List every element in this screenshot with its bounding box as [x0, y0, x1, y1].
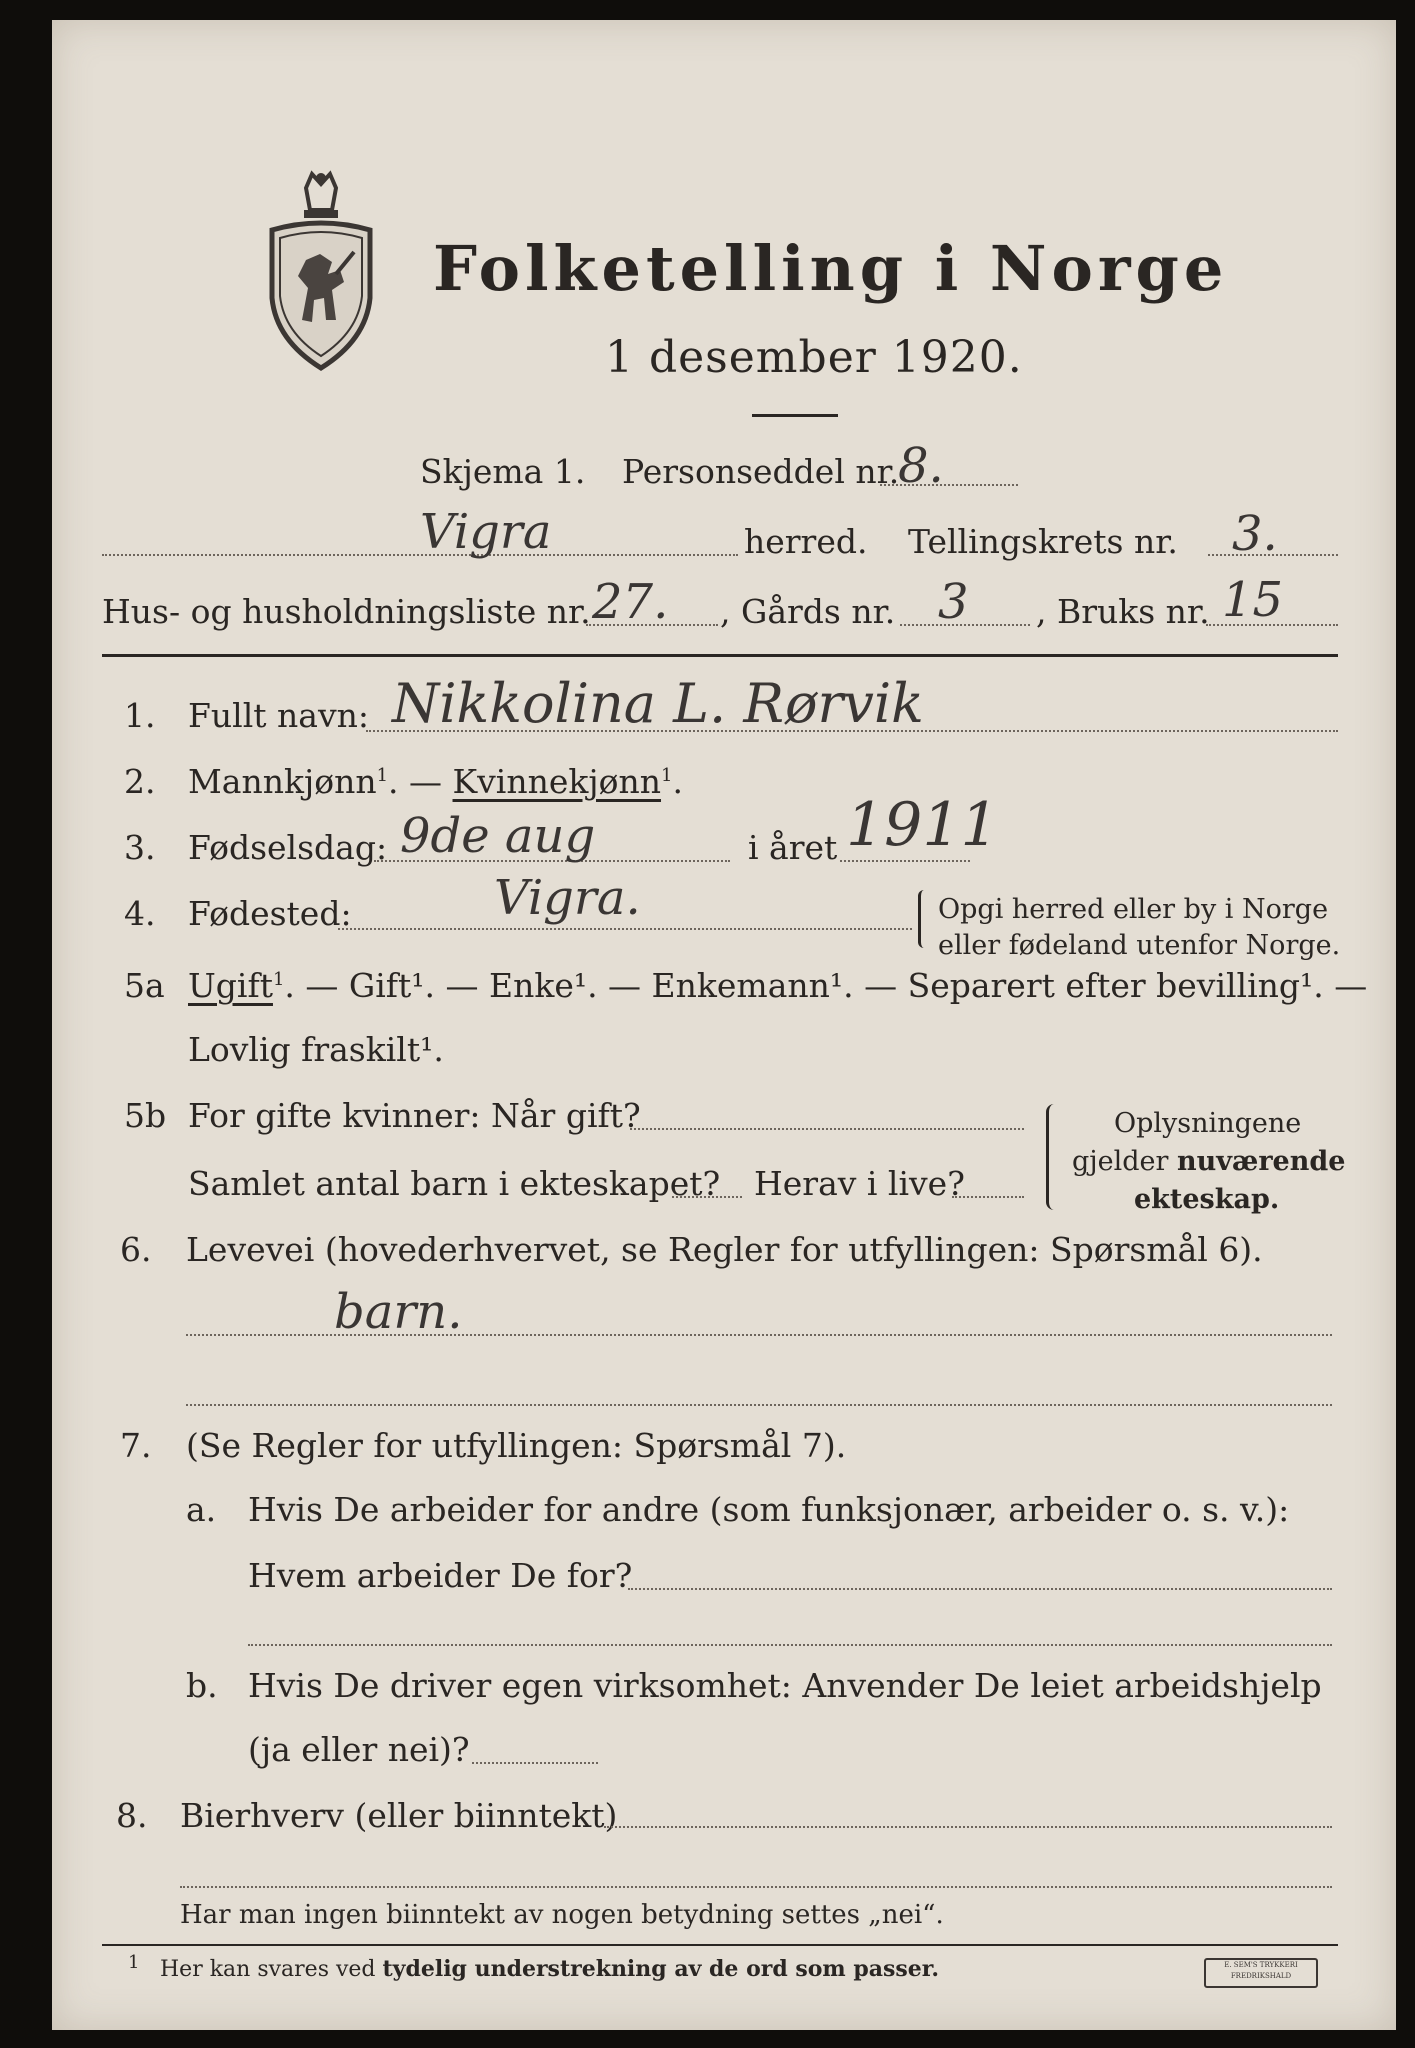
q4-note-line2: eller fødeland utenfor Norge. — [938, 930, 1341, 961]
q1-number: 1. — [124, 696, 156, 735]
q5b-barn-dots — [672, 1196, 742, 1198]
q4-note-brace — [918, 890, 927, 948]
printer-stamp: E. SEM'S TRYKKERI FREDRIKSHALD — [1204, 1958, 1318, 1988]
herred-value: Vigra — [420, 504, 552, 560]
skjema-label: Skjema 1. — [420, 452, 586, 491]
hus-label: Hus- og husholdningsliste nr. — [102, 592, 591, 631]
q7-label: (Se Regler for utfyllingen: Spørsmål 7). — [186, 1426, 847, 1465]
title-divider — [752, 414, 838, 417]
q8-line1 — [604, 1826, 1332, 1828]
q7a-line1 — [628, 1588, 1332, 1590]
q7a-text: Hvis De arbeider for andre (som funksjonær, arbeider o. s. v.): — [248, 1490, 1290, 1529]
option-kvinnekjonn-underlined: Kvinnekjønn — [452, 762, 662, 801]
q5a-marital-options: Ugift$^1$. — Gift¹. — Enke¹. — Enkemann¹. — Separert efter bevilling¹. — — [188, 966, 1368, 1005]
herred-label: herred. — [744, 522, 868, 561]
q3-year-line — [840, 860, 970, 862]
q4-label: Fødested: — [188, 894, 352, 933]
birth-year-value: 1911 — [846, 790, 999, 860]
birthday-value: 9de aug — [400, 808, 596, 864]
personseddel-value: 8. — [898, 438, 944, 494]
q8-line2 — [180, 1886, 1332, 1888]
q4-note-line1: Opgi herred eller by i Norge — [938, 894, 1329, 925]
birthplace-value: Vigra. — [494, 870, 641, 926]
tellingskrets-label: Tellingskrets nr. — [908, 522, 1178, 561]
q5b-line1: For gifte kvinner: Når gift? — [188, 1096, 641, 1135]
q5a-number: 5a — [124, 966, 165, 1005]
option-mannkjonn: Mannkjønn — [188, 762, 377, 801]
gards-label: , Gårds nr. — [720, 592, 896, 631]
gards-value: 3 — [938, 574, 969, 630]
q4-number: 4. — [124, 894, 156, 933]
census-date: 1 desember 1920. — [605, 332, 1023, 383]
header-divider — [102, 654, 1338, 657]
footnote-number: 1 — [128, 1952, 140, 1973]
q5b-note-line1: Oplysningene — [1114, 1108, 1302, 1139]
q5b-line2b: Herav i live? — [754, 1164, 965, 1203]
full-name-value: Nikkolina L. Rørvik — [392, 672, 924, 735]
q7b-text: Hvis De driver egen virksomhet: Anvender De leiet arbeidshjelp — [248, 1666, 1322, 1705]
footer-divider — [102, 1944, 1338, 1946]
coat-of-arms-icon — [262, 170, 380, 372]
form-title: Folketelling i Norge — [433, 232, 1229, 305]
tellingskrets-value: 3. — [1232, 506, 1278, 562]
q7a-letter: a. — [186, 1490, 217, 1529]
q6-number: 6. — [120, 1230, 152, 1269]
q5b-line1-dots — [630, 1128, 1024, 1130]
hus-value: 27. — [592, 574, 669, 630]
occupation-value: barn. — [334, 1284, 463, 1340]
q7b-line — [472, 1762, 598, 1764]
q3-number: 3. — [124, 828, 156, 867]
option-ugift-underlined: Ugift — [188, 966, 273, 1005]
q3-year-label: i året — [748, 828, 838, 867]
q6-line2 — [186, 1404, 1332, 1406]
q3-label: Fødselsdag: — [188, 828, 388, 867]
q7b-letter: b. — [186, 1666, 218, 1705]
q7a-line2 — [248, 1644, 1332, 1646]
q2-sex-options: Mannkjønn$^1$. — Kvinnekjønn$^1$. — [188, 762, 683, 801]
q5b-note-brace — [1046, 1104, 1057, 1210]
bruks-value: 15 — [1222, 572, 1284, 628]
q5b-note-line2: gjelder nuværende — [1072, 1146, 1346, 1177]
q5b-line2a: Samlet antal barn i ekteskapet? — [188, 1164, 721, 1203]
personseddel-label: Personseddel nr. — [622, 452, 900, 491]
q8-number: 8. — [116, 1796, 148, 1835]
footer-note: Har man ingen biinntekt av nogen betydning settes „nei“. — [180, 1900, 944, 1930]
q8-label: Bierhverv (eller biinntekt) — [180, 1796, 618, 1835]
q5a-line2: Lovlig fraskilt¹. — [188, 1030, 444, 1069]
census-form-sheet — [52, 20, 1396, 2030]
q2-number: 2. — [124, 762, 156, 801]
q7a-question: Hvem arbeider De for? — [248, 1556, 633, 1595]
q7-number: 7. — [120, 1426, 152, 1465]
bruks-label: , Bruks nr. — [1036, 592, 1210, 631]
q1-label: Fullt navn: — [188, 696, 369, 735]
q5b-number: 5b — [124, 1096, 167, 1135]
q7b-question: (ja eller nei)? — [248, 1730, 470, 1769]
q4-line — [338, 928, 912, 930]
q6-label: Levevei (hovederhvervet, se Regler for utfyllingen: Spørsmål 6). — [186, 1230, 1263, 1269]
q5b-note-line3: ekteskap. — [1134, 1184, 1280, 1215]
q5b-ilive-dots — [952, 1196, 1024, 1198]
footnote-text: Her kan svares ved tydelig understrekning av de ord som passer. — [160, 1956, 940, 1982]
